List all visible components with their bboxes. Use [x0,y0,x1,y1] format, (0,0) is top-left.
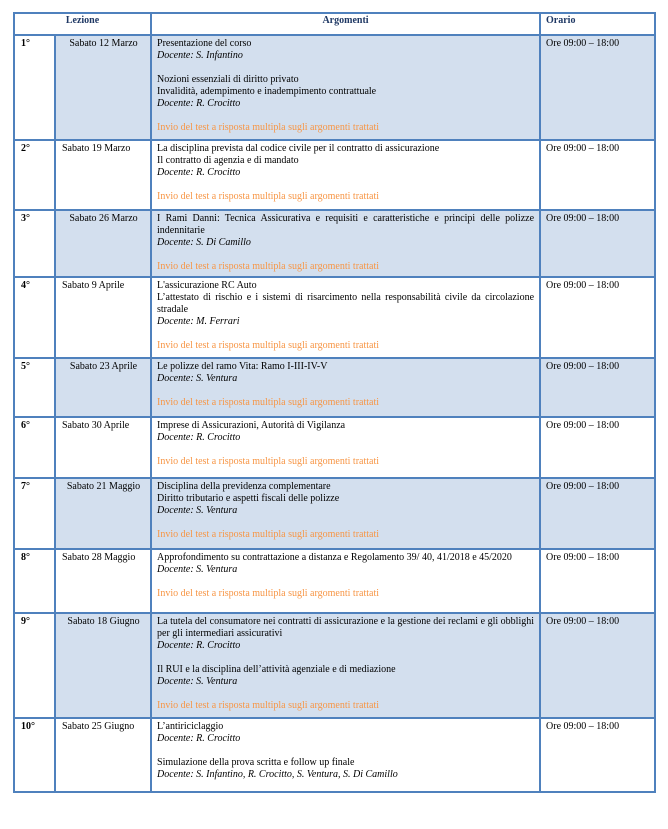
lesson-time: Ore 09:00 – 18:00 [540,478,655,549]
topic-line: Approfondimento su contrattazione a distanza e Regolamento 39/ 40, 41/2018 e 45/2020 [157,552,512,563]
table-row [14,277,655,358]
lesson-date: Sabato 23 Aprile [55,358,151,417]
teacher-line: Docente: S. Ventura [157,373,238,384]
lesson-number: 1° [14,35,55,140]
blank-line [157,444,534,456]
teacher-line: Docente: R. Crocitto [157,167,241,178]
header-row [14,13,655,35]
teacher-line: Docente: R. Crocitto [157,733,241,744]
table-row [14,140,655,210]
lesson-number: 4° [14,277,55,358]
test-notice: Invio del test a risposta multipla sugli argomenti trattati [157,529,380,540]
lesson-number: 10° [14,718,55,792]
lesson-time: Ore 09:00 – 18:00 [540,277,655,358]
test-notice: Invio del test a risposta multipla sugli argomenti trattati [157,397,380,408]
lesson-date: Sabato 12 Marzo [55,35,151,140]
topic-line: Simulazione della prova scritta e follow up finale [157,757,355,768]
teacher-line: Docente: S. Ventura [157,564,238,575]
lesson-date: Sabato 21 Maggio [55,478,151,549]
blank-line [157,249,534,261]
table-row [14,613,655,718]
lesson-time: Ore 09:00 – 18:00 [540,358,655,417]
topic-line: Il contratto di agenzia e di mandato [157,155,299,166]
lesson-number: 7° [14,478,55,549]
table-row [14,417,655,478]
lesson-topics [151,478,540,549]
header-orario: Orario [540,13,655,35]
lesson-time: Ore 09:00 – 18:00 [540,718,655,792]
lesson-time: Ore 09:00 – 18:00 [540,613,655,718]
lesson-topics [151,549,540,613]
topic-line: Presentazione del corso [157,38,252,49]
test-notice: Invio del test a risposta multipla sugli argomenti trattati [157,588,380,599]
teacher-line: Docente: S. Infantino, R. Crocitto, S. Ventura, S. Di Camillo [157,769,398,780]
topic-line: L'assicurazione RC Auto [157,280,257,291]
lesson-number: 3° [14,210,55,277]
lesson-time: Ore 09:00 – 18:00 [540,140,655,210]
lesson-topics [151,35,540,140]
test-notice: Invio del test a risposta multipla sugli argomenti trattati [157,261,380,272]
course-schedule-table [13,12,656,793]
teacher-line: Docente: S. Ventura [157,676,238,687]
lesson-time: Ore 09:00 – 18:00 [540,35,655,140]
lesson-number: 8° [14,549,55,613]
lesson-topics [151,358,540,417]
lesson-topics [151,277,540,358]
table-row [14,718,655,792]
lesson-date: Sabato 25 Giugno [55,718,151,792]
lesson-time: Ore 09:00 – 18:00 [540,210,655,277]
lesson-number: 9° [14,613,55,718]
lesson-topics [151,718,540,792]
table-row [14,35,655,140]
topic-line: Diritto tributario e aspetti fiscali delle polizze [157,493,340,504]
lesson-topics [151,140,540,210]
teacher-line: Docente: S. Ventura [157,505,238,516]
topic-line: L’attestato di rischio e i sistemi di risarcimento nella responsabilità civile da circolazione stradale [157,292,535,315]
topic-line: L’antiriciclaggio [157,721,224,732]
topic-line: Disciplina della previdenza complementare [157,481,331,492]
lesson-time: Ore 09:00 – 18:00 [540,417,655,478]
lesson-date: Sabato 28 Maggio [55,549,151,613]
test-notice: Invio del test a risposta multipla sugli argomenti trattati [157,456,380,467]
lesson-number: 2° [14,140,55,210]
lesson-date: Sabato 30 Aprile [55,417,151,478]
teacher-line: Docente: M. Ferrari [157,316,240,327]
lesson-topics [151,613,540,718]
table-row [14,358,655,417]
table-row [14,478,655,549]
topic-line: I Rami Danni: Tecnica Assicurativa e requisiti e caratteristiche e principi delle polizze indennitarie [157,213,535,236]
topic-line: Le polizze del ramo Vita: Ramo I-III-IV-V [157,361,328,372]
blank-line [157,576,534,588]
lesson-time: Ore 09:00 – 18:00 [540,549,655,613]
topic-line: La tutela del consumatore nei contratti di assicurazione e la gestione dei reclami e gli obblighi per gli intermediari assicurativi [157,616,535,639]
test-notice: Invio del test a risposta multipla sugli argomenti trattati [157,340,380,351]
teacher-line: Docente: S. Di Camillo [157,237,251,248]
teacher-line: Docente: S. Infantino [157,50,243,61]
lesson-number: 6° [14,417,55,478]
topic-line: Imprese di Assicurazioni, Autorità di Vigilanza [157,420,346,431]
test-notice: Invio del test a risposta multipla sugli argomenti trattati [157,122,380,133]
teacher-line: Docente: R. Crocitto [157,432,241,443]
teacher-line: Docente: R. Crocitto [157,98,241,109]
topic-line: La disciplina prevista dal codice civile per il contratto di assicurazione [157,143,440,154]
lesson-date: Sabato 26 Marzo [55,210,151,277]
topic-line: Nozioni essenziali di diritto privato [157,74,299,85]
blank-line [157,179,534,191]
lesson-date: Sabato 19 Marzo [55,140,151,210]
table-row [14,210,655,277]
test-notice: Invio del test a risposta multipla sugli argomenti trattati [157,191,380,202]
header-argomenti: Argomenti [151,13,540,35]
header-lezione: Lezione [14,13,151,35]
topic-line: Il RUI e la disciplina dell’attività agenziale e di mediazione [157,664,396,675]
lesson-date: Sabato 9 Aprile [55,277,151,358]
table-row [14,549,655,613]
blank-line [157,745,534,757]
lesson-topics [151,417,540,478]
teacher-line: Docente: R. Crocitto [157,640,241,651]
blank-line [157,517,534,529]
blank-line [157,688,534,700]
lesson-topics [151,210,540,277]
blank-line [157,328,534,340]
lesson-number: 5° [14,358,55,417]
blank-line [157,385,534,397]
blank-line [157,62,534,74]
blank-line [157,110,534,122]
blank-line [157,652,534,664]
lesson-date: Sabato 18 Giugno [55,613,151,718]
topic-line: Invalidità, adempimento e inadempimento contrattuale [157,86,377,97]
test-notice: Invio del test a risposta multipla sugli argomenti trattati [157,700,380,711]
